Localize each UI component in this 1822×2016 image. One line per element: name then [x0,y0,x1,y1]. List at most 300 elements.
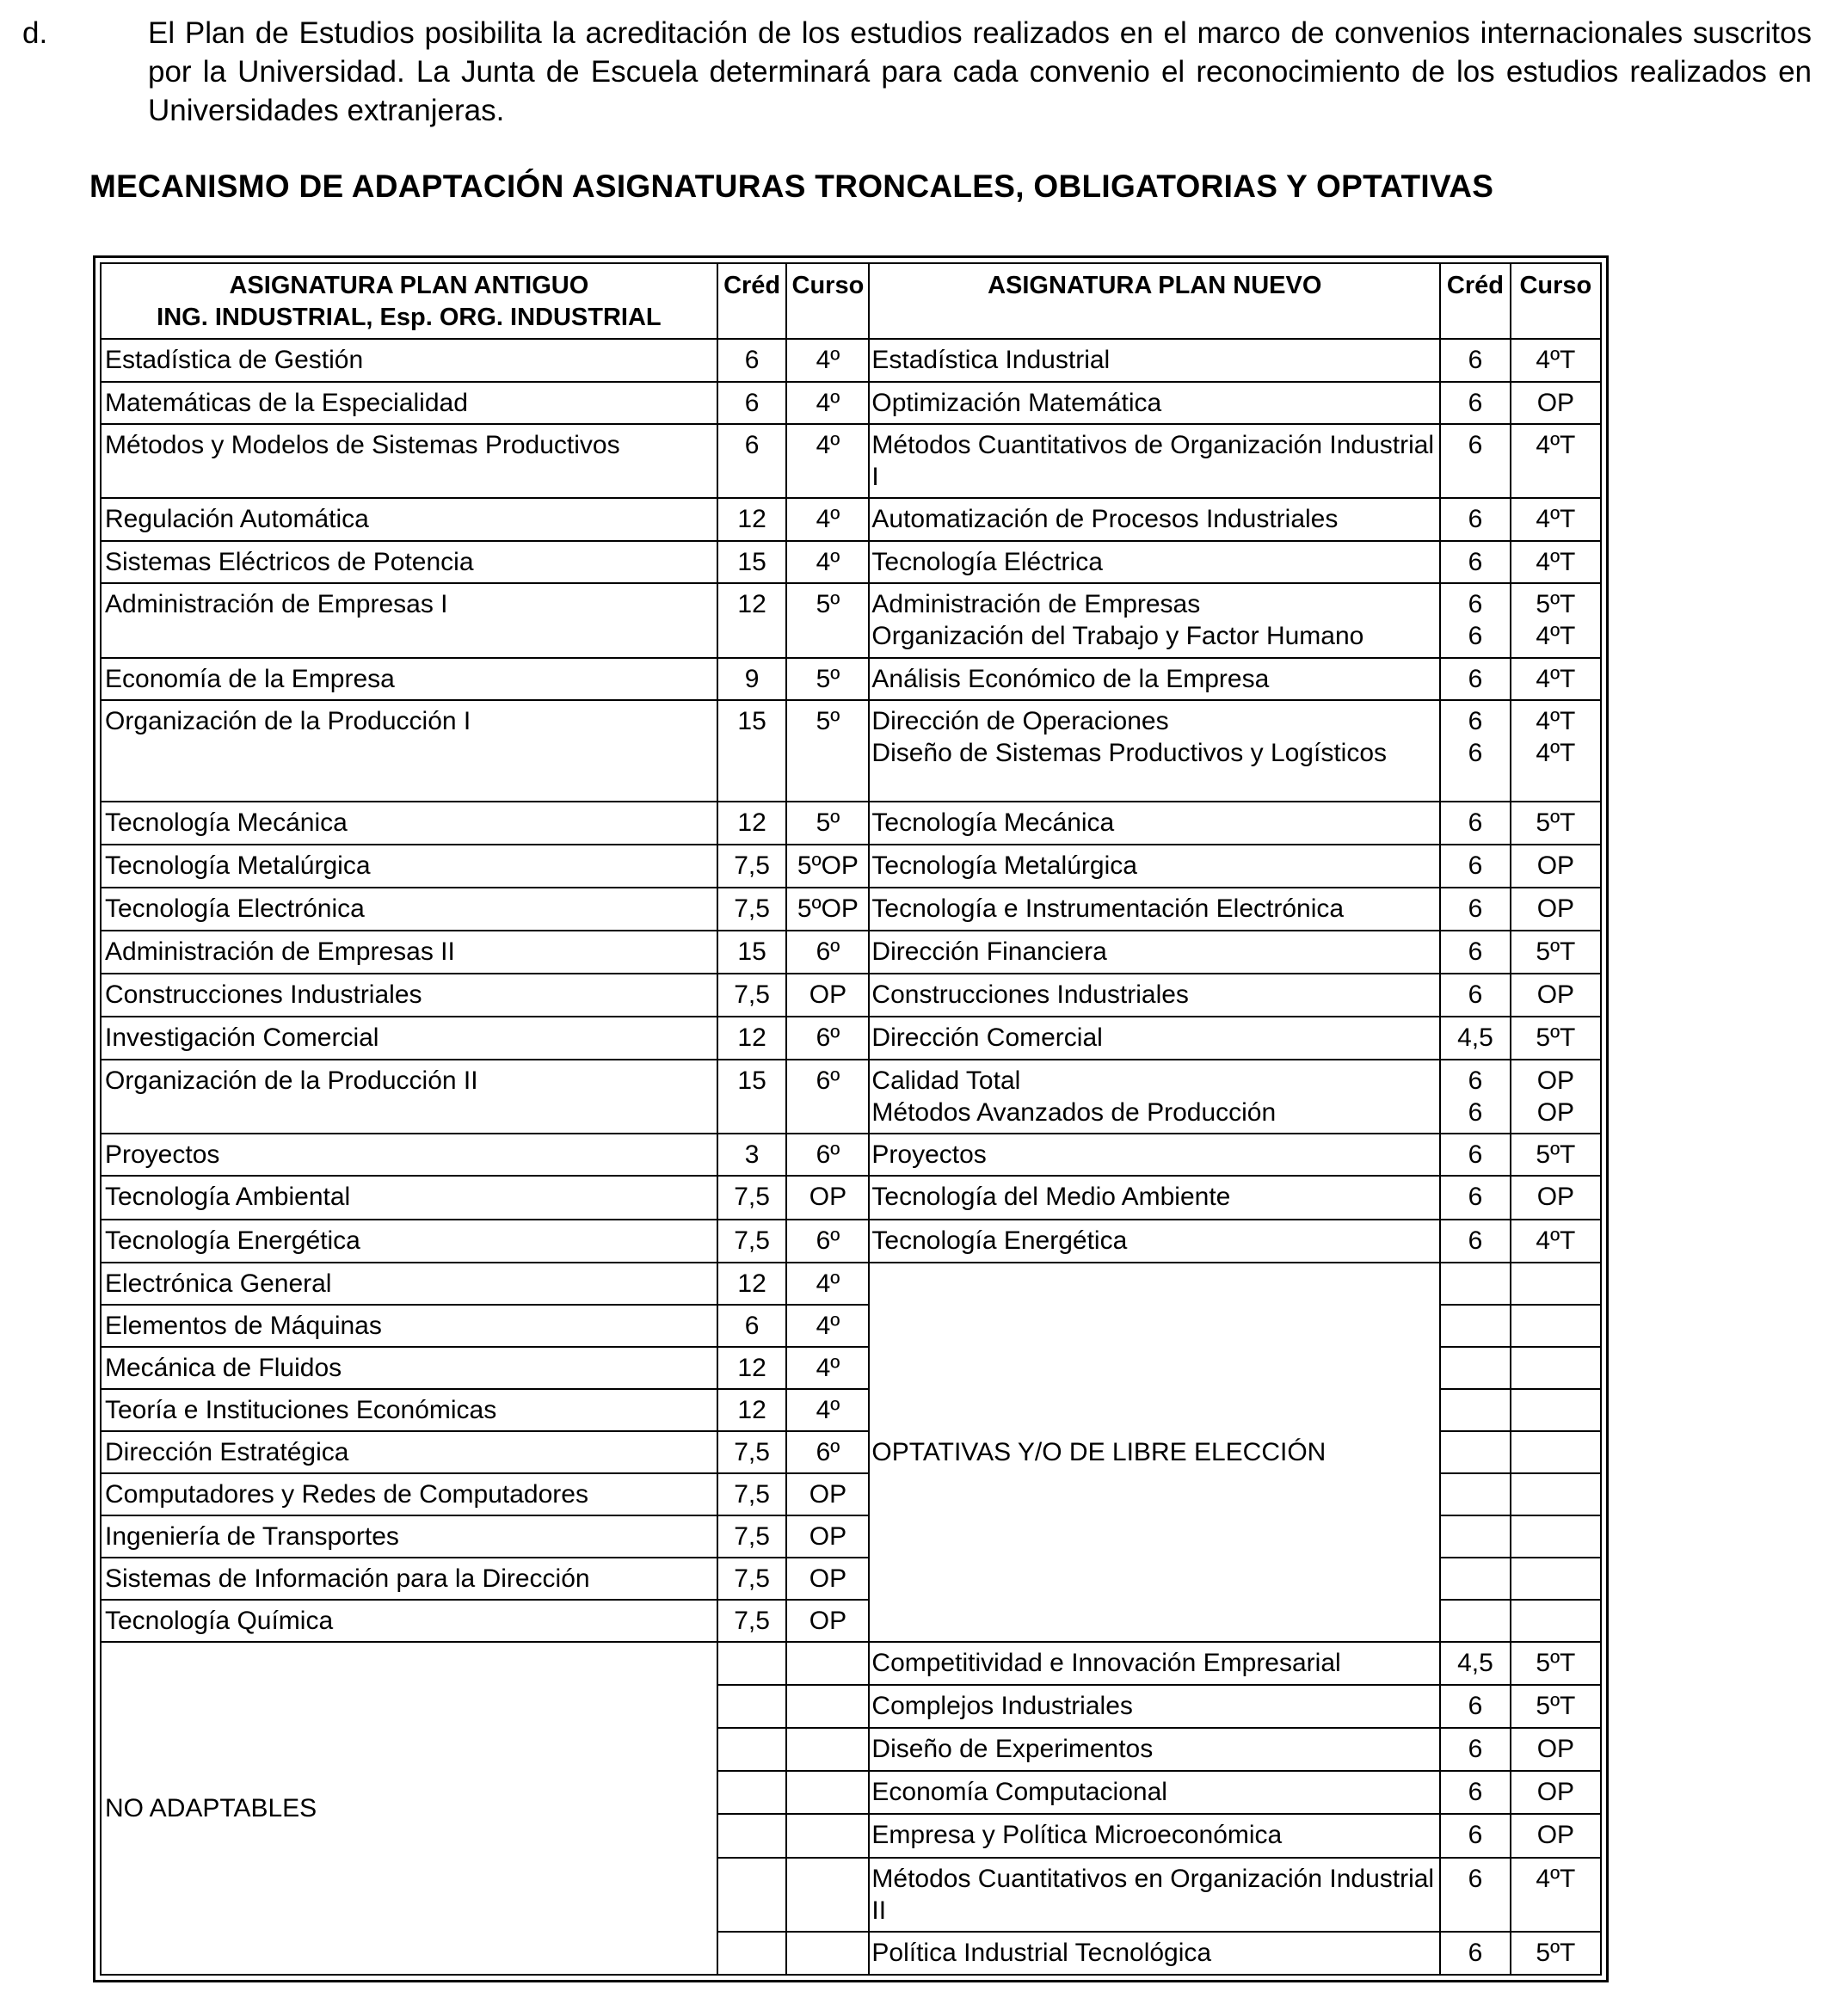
new-subject-cell [869,498,1440,541]
empty-curso-cell [1511,1600,1601,1642]
empty-curso-cell [786,1642,869,1685]
empty-cred-cell [717,1642,787,1685]
new-curso: 4ºT [1536,706,1576,735]
optativas-label-cell: OPTATIVAS Y/O DE LIBRE ELECCIÓN [869,1263,1440,1643]
new-cred-cell [1440,424,1511,498]
new-subject-cell [869,1220,1440,1263]
new-curso: 4ºT [1536,505,1576,534]
new-subject: Métodos Cuantitativos de Organización Industrial I [871,431,1435,492]
table-row [101,974,1601,1017]
empty-cred-cell [717,1932,787,1975]
new-subject: Estadística Industrial [871,346,1111,374]
new-curso-cell: OP [1511,1728,1601,1771]
old-subject-cell [101,583,717,657]
old-cred-cell: 6 [717,424,787,498]
new-cred-cell [1440,1017,1511,1060]
old-curso-cell: 5º [786,802,869,845]
new-cred: 6 [1468,622,1483,651]
old-curso-cell: OP [786,1515,869,1558]
new-curso-cell [1511,974,1601,1017]
empty-cred-cell [1440,1431,1511,1473]
old-subject-cell: Elementos de Máquinas [101,1305,717,1347]
new-curso: OP [1536,851,1575,880]
header-new-subject: ASIGNATURA PLAN NUEVO [869,263,1440,339]
old-curso-cell: OP [786,1473,869,1515]
new-subject: Construcciones Industriales [871,980,1189,1010]
empty-curso-cell [1511,1431,1601,1473]
new-curso: 4ºT [1536,622,1576,651]
new-subject: Proyectos [871,1140,987,1170]
old-subject: Matemáticas de la Especialidad [105,389,468,418]
new-cred-cell: 6 [1440,1814,1511,1857]
new-curso-cell [1511,802,1601,845]
new-subject: Análisis Económico de la Empresa [871,664,1270,693]
table-body [101,339,1601,1975]
table-row [101,888,1601,931]
new-cred-cell [1440,974,1511,1017]
new-cred-cell [1440,1176,1511,1219]
old-subject-cell: Electrónica General [101,1263,717,1305]
new-cred: 6 [1468,590,1483,619]
old-curso-cell: 5º [786,700,869,802]
new-cred-cell: 6 [1440,1932,1511,1975]
new-subject-cell: Economía Computacional [869,1771,1440,1814]
table-row [101,1220,1601,1263]
new-curso-cell [1511,1176,1601,1219]
old-subject-cell [101,845,717,888]
old-cred-cell: 7,5 [717,974,787,1017]
old-cred-cell: 7,5 [717,1600,787,1642]
new-cred-cell [1440,498,1511,541]
empty-curso-cell [786,1932,869,1975]
new-cred: 6 [1468,505,1483,534]
old-curso-cell: 4º [786,541,869,583]
new-subject-cell [869,931,1440,974]
table-row [101,1134,1601,1176]
old-curso-cell: 4º [786,1263,869,1305]
old-cred-cell: 12 [717,1389,787,1431]
old-cred-cell: 7,5 [717,1558,787,1600]
new-subject-cell [869,424,1440,498]
new-subject-cell [869,1134,1440,1176]
empty-cred-cell [1440,1473,1511,1515]
new-curso: 4ºT [1536,738,1576,767]
new-curso-cell [1511,931,1601,974]
old-subject-cell [101,931,717,974]
table-row [101,1017,1601,1060]
new-subject: Automatización de Procesos Industriales [871,505,1339,534]
table-row [101,1263,1601,1305]
new-cred: 6 [1468,808,1483,837]
new-cred-cell [1440,888,1511,931]
new-subject-cell [869,583,1440,657]
new-cred: 6 [1468,1183,1483,1212]
old-cred-cell: 7,5 [717,1431,787,1473]
old-curso-cell: 6º [786,1017,869,1060]
new-curso-cell [1511,1060,1601,1134]
old-cred-cell: 6 [717,1305,787,1347]
old-subject: Administración de Empresas I [105,590,448,619]
empty-curso-cell [1511,1347,1601,1389]
old-curso-cell: 4º [786,424,869,498]
adaptation-table [100,262,1602,1976]
old-cred-cell: 12 [717,498,787,541]
new-curso: 5ºT [1536,1023,1576,1053]
new-curso-cell [1511,845,1601,888]
old-subject-cell: Dirección Estratégica [101,1431,717,1473]
new-curso-cell [1511,1220,1601,1263]
old-cred-cell: 12 [717,1263,787,1305]
table-row [101,1060,1601,1134]
header-new-cred: Créd [1440,263,1511,339]
old-subject-cell: Computadores y Redes de Computadores [101,1473,717,1515]
new-curso-cell [1511,339,1601,382]
old-subject-cell [101,1176,717,1219]
new-subject: Tecnología del Medio Ambiente [871,1183,1231,1212]
old-subject: Métodos y Modelos de Sistemas Productivos [105,431,620,460]
new-cred-cell [1440,1220,1511,1263]
old-cred-cell: 12 [717,1347,787,1389]
new-subject: Tecnología Energética [871,1226,1128,1255]
new-cred: 6 [1468,548,1483,577]
new-subject-cell: Competitividad e Innovación Empresarial [869,1642,1440,1685]
new-subject: Optimización Matemática [871,389,1162,418]
old-subject-cell [101,498,717,541]
old-curso-cell: 6º [786,931,869,974]
new-curso: OP [1536,980,1575,1010]
header-old-cred: Créd [717,263,787,339]
empty-curso-cell [1511,1558,1601,1600]
new-cred-cell [1440,1134,1511,1176]
old-subject-cell [101,658,717,700]
empty-curso-cell [786,1814,869,1857]
new-curso-cell [1511,700,1601,802]
table-row [101,498,1601,541]
new-curso-cell: OP [1511,1771,1601,1814]
old-curso-cell: 4º [786,1305,869,1347]
new-cred: 6 [1468,664,1483,693]
empty-cred-cell [1440,1600,1511,1642]
empty-cred-cell [1440,1347,1511,1389]
new-cred-cell: 6 [1440,1858,1511,1932]
new-curso: 4ºT [1536,1226,1576,1255]
old-curso-cell: 5ºOP [786,845,869,888]
table-row [101,1176,1601,1219]
empty-curso-cell [786,1771,869,1814]
old-curso-cell: OP [786,1176,869,1219]
new-subject: Tecnología Eléctrica [871,548,1103,577]
empty-cred-cell [1440,1389,1511,1431]
new-subject-cell [869,1060,1440,1134]
section-heading: MECANISMO DE ADAPTACIÓN ASIGNATURAS TRONCALES, OBLIGATORIAS Y OPTATIVAS [89,169,1494,204]
new-subject: Tecnología Mecánica [871,808,1115,837]
new-subject-cell [869,541,1440,583]
old-subject-cell [101,974,717,1017]
old-curso-cell: OP [786,1600,869,1642]
new-cred-cell [1440,339,1511,382]
new-curso: OP [1536,1183,1575,1212]
new-cred-cell: 6 [1440,1685,1511,1728]
new-cred: 6 [1468,1066,1483,1096]
table-row [101,1642,1601,1685]
new-subject: Diseño de Sistemas Productivos y Logísticos [871,738,1388,767]
new-cred-cell: 6 [1440,1771,1511,1814]
new-curso-cell [1511,583,1601,657]
old-subject-cell: Ingeniería de Transportes [101,1515,717,1558]
new-curso-cell [1511,658,1601,700]
table-row [101,583,1601,657]
table-row [101,845,1601,888]
old-curso-cell: 4º [786,1347,869,1389]
header-new-curso: Curso [1511,263,1601,339]
new-cred: 6 [1468,389,1483,418]
new-cred-cell [1440,845,1511,888]
empty-curso-cell [1511,1263,1601,1305]
empty-cred-cell [717,1814,787,1857]
empty-curso-cell [786,1685,869,1728]
old-curso-cell: 4º [786,498,869,541]
table-row [101,802,1601,845]
new-cred-cell [1440,658,1511,700]
new-cred: 6 [1468,1226,1483,1255]
old-subject: Proyectos [105,1140,220,1170]
new-curso: 5ºT [1536,808,1576,837]
old-curso-cell: 4º [786,382,869,424]
old-subject: Organización de la Producción I [105,706,471,735]
new-cred-cell [1440,382,1511,424]
new-subject-cell [869,700,1440,802]
new-curso-cell [1511,498,1601,541]
old-subject-cell: Tecnología Química [101,1600,717,1642]
old-cred-cell: 15 [717,1060,787,1134]
old-subject: Regulación Automática [105,505,369,534]
empty-curso-cell [1511,1515,1601,1558]
old-curso-cell: 6º [786,1134,869,1176]
new-cred-cell [1440,931,1511,974]
old-subject: Tecnología Ambiental [105,1183,351,1212]
new-subject: Métodos Avanzados de Producción [871,1098,1277,1128]
new-cred: 4,5 [1457,1023,1493,1053]
new-subject: Organización del Trabajo y Factor Humano [871,622,1364,651]
empty-cred-cell [717,1685,787,1728]
table-row [101,424,1601,498]
header-old-line2: ING. INDUSTRIAL, Esp. ORG. INDUSTRIAL [157,304,662,331]
new-curso: 5ºT [1536,937,1576,966]
old-subject: Construcciones Industriales [105,980,422,1010]
new-subject-cell [869,974,1440,1017]
old-cred-cell: 12 [717,583,787,657]
new-subject-cell [869,845,1440,888]
empty-cred-cell [1440,1305,1511,1347]
old-cred-cell: 6 [717,382,787,424]
intro-marker: d. [22,16,48,50]
new-subject: Dirección de Operaciones [871,706,1169,735]
header-old-line1: ASIGNATURA PLAN ANTIGUO [229,272,589,299]
new-cred: 6 [1468,894,1483,923]
new-subject: Tecnología Metalúrgica [871,851,1137,880]
old-curso-cell: 5º [786,658,869,700]
new-cred-cell: 6 [1440,1728,1511,1771]
new-cred-cell [1440,1060,1511,1134]
old-curso-cell: 5º [786,583,869,657]
old-cred-cell: 7,5 [717,1176,787,1219]
new-curso-cell [1511,1134,1601,1176]
table-row [101,700,1601,802]
old-subject-cell [101,339,717,382]
old-subject: Economía de la Empresa [105,664,395,693]
old-curso-cell: 4º [786,1389,869,1431]
old-curso-cell: 6º [786,1220,869,1263]
old-curso-cell: 4º [786,339,869,382]
new-cred: 6 [1468,1098,1483,1128]
new-curso: 4ºT [1536,664,1576,693]
new-subject-cell: Complejos Industriales [869,1685,1440,1728]
empty-curso-cell [1511,1389,1601,1431]
old-subject-cell [101,541,717,583]
table-row [101,658,1601,700]
new-cred-cell [1440,583,1511,657]
intro-paragraph [22,14,1812,130]
new-curso: OP [1536,1066,1575,1096]
new-curso: OP [1536,894,1575,923]
empty-curso-cell [1511,1305,1601,1347]
new-subject-cell [869,802,1440,845]
intro-text: El Plan de Estudios posibilita la acreditación de los estudios realizados en el marco de convenios internacionales suscritos por la Universidad. La Junta de Escuela determinará para cada convenio el reconocimiento de los estudios realizados en Universidades extranjeras. [148,16,1812,127]
old-subject-cell [101,382,717,424]
new-subject-cell [869,382,1440,424]
old-subject: Tecnología Mecánica [105,808,348,837]
new-cred: 6 [1468,851,1483,880]
old-cred-cell: 3 [717,1134,787,1176]
old-subject-cell: Sistemas de Información para la Dirección [101,1558,717,1600]
old-cred-cell: 7,5 [717,1473,787,1515]
table-row [101,931,1601,974]
old-subject: Tecnología Metalúrgica [105,851,371,880]
new-subject: Calidad Total [871,1066,1021,1096]
empty-cred-cell [717,1858,787,1932]
old-subject: Tecnología Electrónica [105,894,365,923]
new-subject-cell [869,888,1440,931]
adaptation-table-frame [93,255,1609,1982]
old-subject-cell [101,424,717,498]
old-subject: Sistemas Eléctricos de Potencia [105,548,474,577]
new-cred-cell [1440,541,1511,583]
old-cred-cell: 7,5 [717,888,787,931]
old-curso-cell: 6º [786,1060,869,1134]
no-adaptables-label-cell: NO ADAPTABLES [101,1642,717,1975]
new-curso: 5ºT [1536,1140,1576,1170]
header-old-curso: Curso [786,263,869,339]
new-cred: 6 [1468,431,1483,460]
new-subject-cell [869,1017,1440,1060]
empty-curso-cell [786,1728,869,1771]
new-curso: OP [1536,1098,1575,1128]
old-cred-cell: 7,5 [717,1515,787,1558]
new-curso-cell [1511,541,1601,583]
empty-cred-cell [1440,1263,1511,1305]
table-row [101,339,1601,382]
header-old-subject [101,263,717,339]
new-subject: Tecnología e Instrumentación Electrónica [871,894,1345,923]
new-subject-cell [869,1176,1440,1219]
new-curso: 4ºT [1536,431,1576,460]
old-subject-cell [101,888,717,931]
empty-curso-cell [786,1858,869,1932]
new-subject-cell: Métodos Cuantitativos en Organización Industrial II [869,1858,1440,1932]
old-cred-cell: 12 [717,1017,787,1060]
new-curso-cell: 5ºT [1511,1932,1601,1975]
old-cred-cell: 7,5 [717,845,787,888]
old-subject: Investigación Comercial [105,1023,379,1053]
table-row [101,382,1601,424]
old-subject: Estadística de Gestión [105,346,364,374]
old-cred-cell: 7,5 [717,1220,787,1263]
new-curso: 5ºT [1536,590,1576,619]
new-cred: 6 [1468,346,1483,374]
old-cred-cell: 15 [717,541,787,583]
new-subject: Dirección Financiera [871,937,1107,966]
old-cred-cell: 9 [717,658,787,700]
old-curso-cell: OP [786,974,869,1017]
new-subject-cell: Empresa y Política Microeconómica [869,1814,1440,1857]
new-cred-cell [1440,802,1511,845]
old-subject-cell [101,1220,717,1263]
empty-curso-cell [1511,1473,1601,1515]
empty-cred-cell [717,1728,787,1771]
table-row [101,541,1601,583]
old-cred-cell: 12 [717,802,787,845]
new-subject-cell [869,339,1440,382]
old-subject-cell [101,1060,717,1134]
old-curso-cell: OP [786,1558,869,1600]
old-subject-cell: Teoría e Instituciones Económicas [101,1389,717,1431]
new-subject-cell [869,658,1440,700]
new-cred: 6 [1468,738,1483,767]
new-cred-cell [1440,700,1511,802]
new-curso-cell [1511,1017,1601,1060]
new-curso-cell [1511,888,1601,931]
new-subject: Dirección Comercial [871,1023,1103,1053]
old-subject: Tecnología Energética [105,1226,360,1255]
new-subject-cell: Política Industrial Tecnológica [869,1932,1440,1975]
new-curso: OP [1536,389,1575,418]
new-curso-cell: 5ºT [1511,1642,1601,1685]
new-subject-cell: Diseño de Experimentos [869,1728,1440,1771]
new-curso-cell: OP [1511,1814,1601,1857]
old-curso-cell: 6º [786,1431,869,1473]
new-curso: 4ºT [1536,548,1576,577]
new-curso-cell [1511,382,1601,424]
old-cred-cell: 15 [717,700,787,802]
new-cred: 6 [1468,980,1483,1010]
empty-cred-cell [1440,1558,1511,1600]
empty-cred-cell [717,1771,787,1814]
old-cred-cell: 15 [717,931,787,974]
new-curso: 4ºT [1536,346,1576,374]
new-cred-cell: 4,5 [1440,1642,1511,1685]
old-subject-cell [101,700,717,802]
empty-cred-cell [1440,1515,1511,1558]
old-subject-cell [101,1017,717,1060]
new-cred: 6 [1468,706,1483,735]
old-subject-cell: Mecánica de Fluidos [101,1347,717,1389]
new-curso-cell [1511,424,1601,498]
new-cred: 6 [1468,937,1483,966]
table-header-row [101,263,1601,339]
old-subject-cell [101,1134,717,1176]
new-cred: 6 [1468,1140,1483,1170]
new-curso-cell: 4ºT [1511,1858,1601,1932]
